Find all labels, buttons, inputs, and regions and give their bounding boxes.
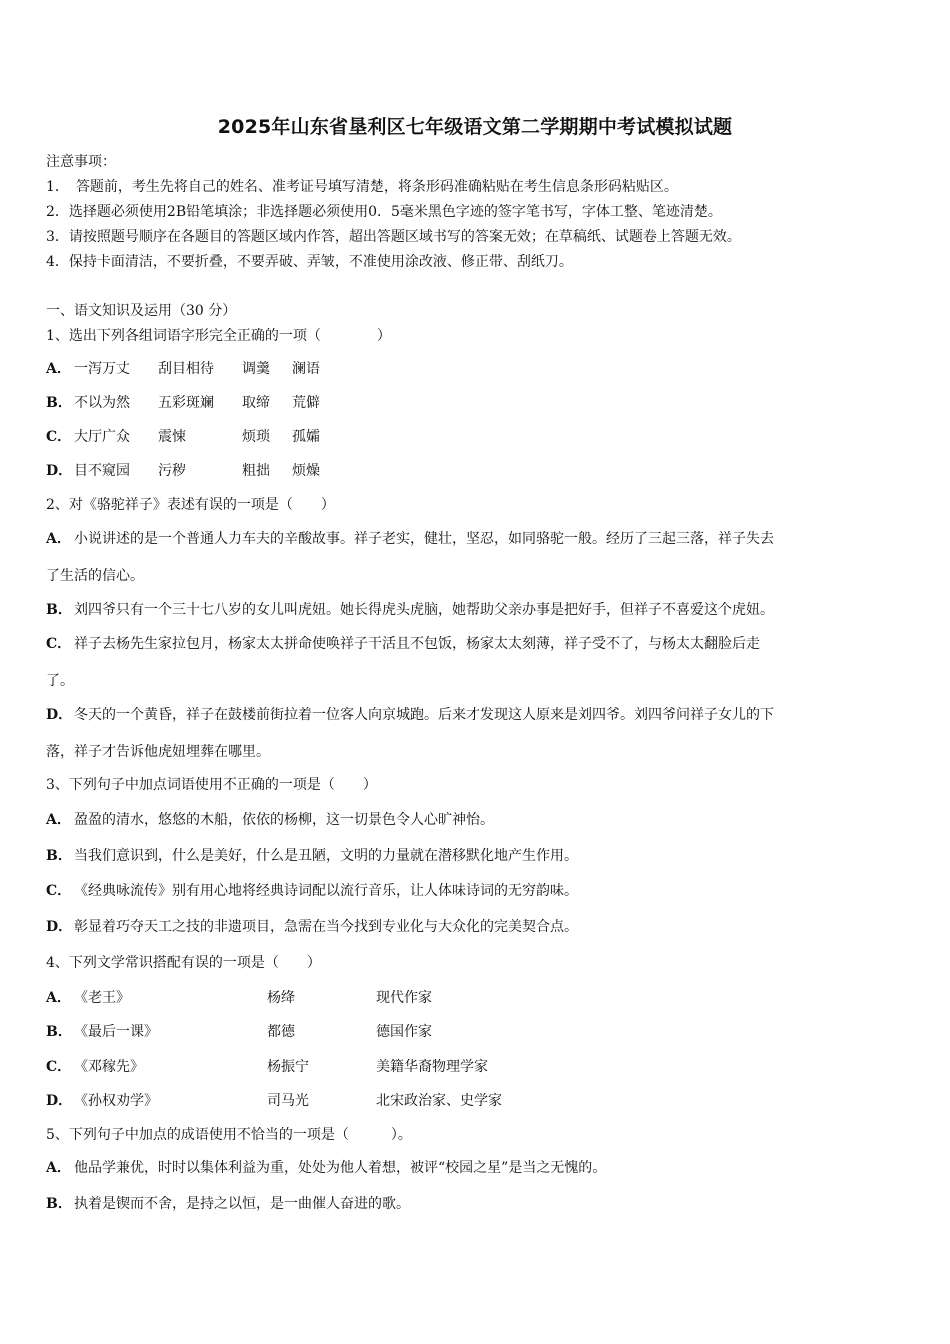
option-label: B． bbox=[46, 395, 72, 411]
q4-description: 现代作家 bbox=[376, 990, 432, 1006]
option-label: D． bbox=[46, 707, 73, 723]
option-label: B． bbox=[46, 602, 72, 618]
q2-option-c-text: 了。 bbox=[46, 673, 74, 689]
q4-work: 《最后一课》 bbox=[74, 1024, 158, 1040]
notice-item: 4．保持卡面清洁，不要折叠，不要弄破、弄皱，不准使用涂改液、修正带、刮纸刀。 bbox=[46, 254, 573, 270]
option-label: B． bbox=[46, 1024, 72, 1040]
section-heading: 一、语文知识及运用（30 分） bbox=[46, 303, 237, 319]
q1-word: 刮目相待 bbox=[158, 361, 214, 377]
q2-option-d-text: 落，祥子才告诉他虎妞埋葬在哪里。 bbox=[46, 744, 270, 760]
q2-option-d-text: 冬天的一个黄昏，祥子在鼓楼前街拉着一位客人向京城跑。后来才发现这人原来是刘四爷。刘四爷问祥子女儿的下 bbox=[74, 707, 774, 723]
q2-option-a-text: 小说讲述的是一个普通人力车夫的辛酸故事。祥子老实，健壮，坚忍，如同骆驼一般。经历了三起三落，祥子失去 bbox=[74, 531, 774, 547]
option-label: C． bbox=[46, 636, 72, 652]
q1-word: 大厅广众 bbox=[74, 429, 130, 445]
q4-author: 司马光 bbox=[267, 1093, 309, 1109]
q2-option-c-text: 祥子去杨先生家拉包月，杨家太太拼命使唤祥子干活且不包饭，杨家太太刻薄，祥子受不了，与杨太太翻脸后走 bbox=[74, 636, 760, 652]
q1-word: 震悚 bbox=[158, 429, 186, 445]
q4-description: 德国作家 bbox=[376, 1024, 432, 1040]
question-1-stem: 1、选出下列各组词语字形完全正确的一项（ ） bbox=[46, 328, 391, 344]
q5-option-b-text: 执着是锲而不舍，是持之以恒，是一曲催人奋进的歌。 bbox=[74, 1196, 410, 1212]
q4-work: 《孙权劝学》 bbox=[74, 1093, 158, 1109]
option-label: A． bbox=[46, 1160, 71, 1176]
option-label: C． bbox=[46, 1059, 72, 1075]
notice-heading: 注意事项： bbox=[46, 154, 116, 170]
question-3-stem: 3、下列句子中加点词语使用不正确的一项是（ ） bbox=[46, 777, 377, 793]
q1-word: 澜语 bbox=[292, 361, 320, 377]
q1-word: 污秽 bbox=[158, 463, 186, 479]
q1-word: 烦琐 bbox=[242, 429, 270, 445]
option-label: C． bbox=[46, 883, 72, 899]
option-label: B． bbox=[46, 1196, 72, 1212]
q2-option-a-text: 了生活的信心。 bbox=[46, 568, 144, 584]
option-label: B． bbox=[46, 848, 72, 864]
q1-word: 孤孀 bbox=[292, 429, 320, 445]
q4-author: 杨振宁 bbox=[267, 1059, 309, 1075]
option-label: A． bbox=[46, 531, 71, 547]
option-label: C． bbox=[46, 429, 72, 445]
option-label: A． bbox=[46, 990, 71, 1006]
q1-word: 荒僻 bbox=[292, 395, 320, 411]
q3-option-d-text: 彰显着巧夺天工之技的非遗项目，急需在当今找到专业化与大众化的完美契合点。 bbox=[74, 919, 578, 935]
q3-option-a-text: 盈盈的清水，悠悠的木船，依依的杨柳，这一切景色令人心旷神怡。 bbox=[74, 812, 494, 828]
q4-author: 杨绛 bbox=[267, 990, 295, 1006]
q1-word: 粗拙 bbox=[242, 463, 270, 479]
option-label: D． bbox=[46, 463, 73, 479]
question-5-stem: 5、下列句子中加点的成语使用不恰当的一项是（ ）。 bbox=[46, 1127, 412, 1143]
q1-word: 目不窥园 bbox=[74, 463, 130, 479]
notice-item: 1． 答题前，考生先将自己的姓名、准考证号填写清楚，将条形码准确粘贴在考生信息条形码粘贴区。 bbox=[46, 179, 678, 195]
q1-word: 一泻万丈 bbox=[74, 361, 130, 377]
question-4-stem: 4、下列文学常识搭配有误的一项是（ ） bbox=[46, 955, 321, 971]
q1-word: 取缔 bbox=[242, 395, 270, 411]
q1-word: 五彩斑斓 bbox=[158, 395, 214, 411]
option-label: A． bbox=[46, 361, 71, 377]
q4-work: 《老王》 bbox=[74, 990, 130, 1006]
q4-description: 美籍华裔物理学家 bbox=[376, 1059, 488, 1075]
q1-word: 不以为然 bbox=[74, 395, 130, 411]
q4-work: 《邓稼先》 bbox=[74, 1059, 144, 1075]
option-label: D． bbox=[46, 919, 73, 935]
option-label: D． bbox=[46, 1093, 73, 1109]
q1-word: 调羹 bbox=[242, 361, 270, 377]
question-2-stem: 2、对《骆驼祥子》表述有误的一项是（ ） bbox=[46, 497, 335, 513]
q5-option-a-text: 他品学兼优，时时以集体利益为重，处处为他人着想，被评“校园之星”是当之无愧的。 bbox=[74, 1160, 607, 1176]
notice-item: 2．选择题必须使用2B铅笔填涂；非选择题必须使用0．5毫米黑色字迹的签字笔书写，字体工整、笔迹清楚。 bbox=[46, 204, 722, 220]
notice-item: 3．请按照题号顺序在各题目的答题区域内作答，超出答题区域书写的答案无效；在草稿纸、试题卷上答题无效。 bbox=[46, 229, 741, 245]
q4-author: 都德 bbox=[267, 1024, 295, 1040]
q3-option-c-text: 《经典咏流传》别有用心地将经典诗词配以流行音乐，让人体味诗词的无穷韵味。 bbox=[74, 883, 578, 899]
q3-option-b-text: 当我们意识到，什么是美好，什么是丑陋，文明的力量就在潜移默化地产生作用。 bbox=[74, 848, 578, 864]
q4-description: 北宋政治家、史学家 bbox=[376, 1093, 502, 1109]
page-title: 2025年山东省垦利区七年级语文第二学期期中考试模拟试题 bbox=[217, 116, 733, 138]
q1-word: 烦燥 bbox=[292, 463, 320, 479]
q2-option-b-text: 刘四爷只有一个三十七八岁的女儿叫虎妞。她长得虎头虎脑，她帮助父亲办事是把好手，但祥子不喜爱这个虎妞。 bbox=[74, 602, 774, 618]
option-label: A． bbox=[46, 812, 71, 828]
